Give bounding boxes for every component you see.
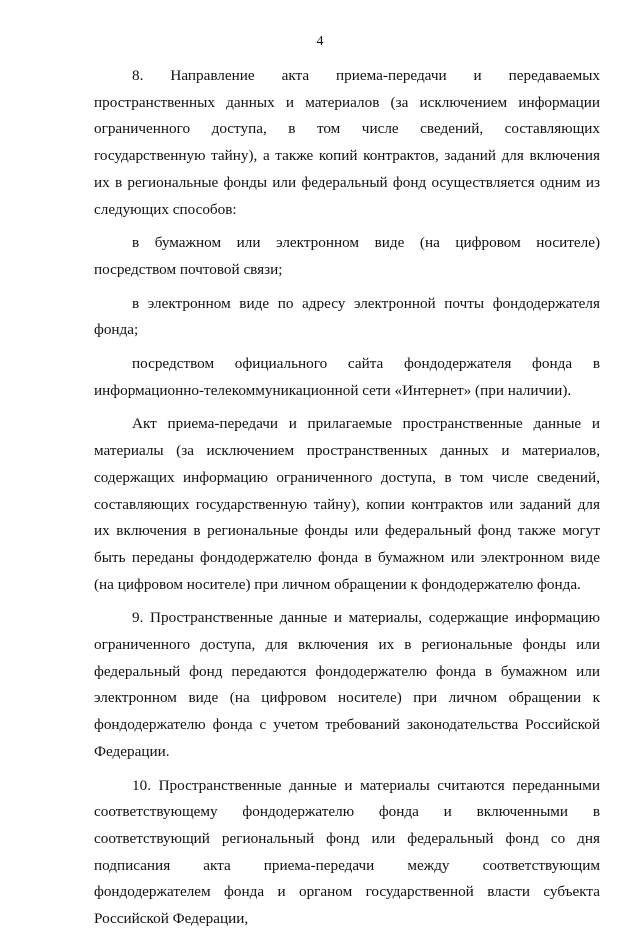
paragraph-act-transfer: Акт приема-передачи и прилагаемые пространственные данные и материалы (за исключением пространственных данных и материалов, содержащих информацию ограниченного доступа, в том числе сведений, составляющих государственную тайну), копии контрактов или заданий для их включения в региональные фонды или федеральный фонд также могут быть переданы фондодержателю фонда в бумажном или электронном виде (на цифровом носителе) при личном обращении к фондодержателю фонда. xyxy=(94,415,600,593)
page-number: 4 xyxy=(316,34,324,49)
paragraph-paper-electronic-mail: в бумажном или электронном виде (на цифровом носителе) посредством почтовой связи; xyxy=(94,234,600,278)
document-body xyxy=(94,63,600,933)
paragraph-official-site: посредством официального сайта фондодержателя фонда в информационно-телекоммуникационной сети «Интернет» (при наличии). xyxy=(94,355,600,399)
paragraph-9: 9. Пространственные данные и материалы, содержащие информацию ограниченного доступа, для включения их в региональные фонды или федеральный фонд передаются фондодержателю фонда в бумажном или электронном виде (на цифровом носителе) при личном обращении к фондодержателю фонда с учетом требований законодательства Российской Федерации. xyxy=(94,609,600,760)
paragraph-8: 8. Направление акта приема-передачи и передаваемых пространственных данных и материалов (за исключением информации ограниченного доступа, в том числе сведений, составляющих государственную тайну), а также копий контрактов, заданий для включения их в региональные фонды или федеральный фонд осуществляется одним из следующих способов: xyxy=(94,67,600,218)
paragraph-10: 10. Пространственные данные и материалы считаются переданными соответствующему фондодержателю фонда и включенными в соответствующий региональный фонд или федеральный фонд со дня подписания акта приема-передачи между соответствующим фондодержателем фонда и органом государственной власти субъекта Российской Федерации, xyxy=(94,776,600,928)
paragraph-email-delivery: в электронном виде по адресу электронной почты фондодержателя фонда; xyxy=(94,294,600,339)
